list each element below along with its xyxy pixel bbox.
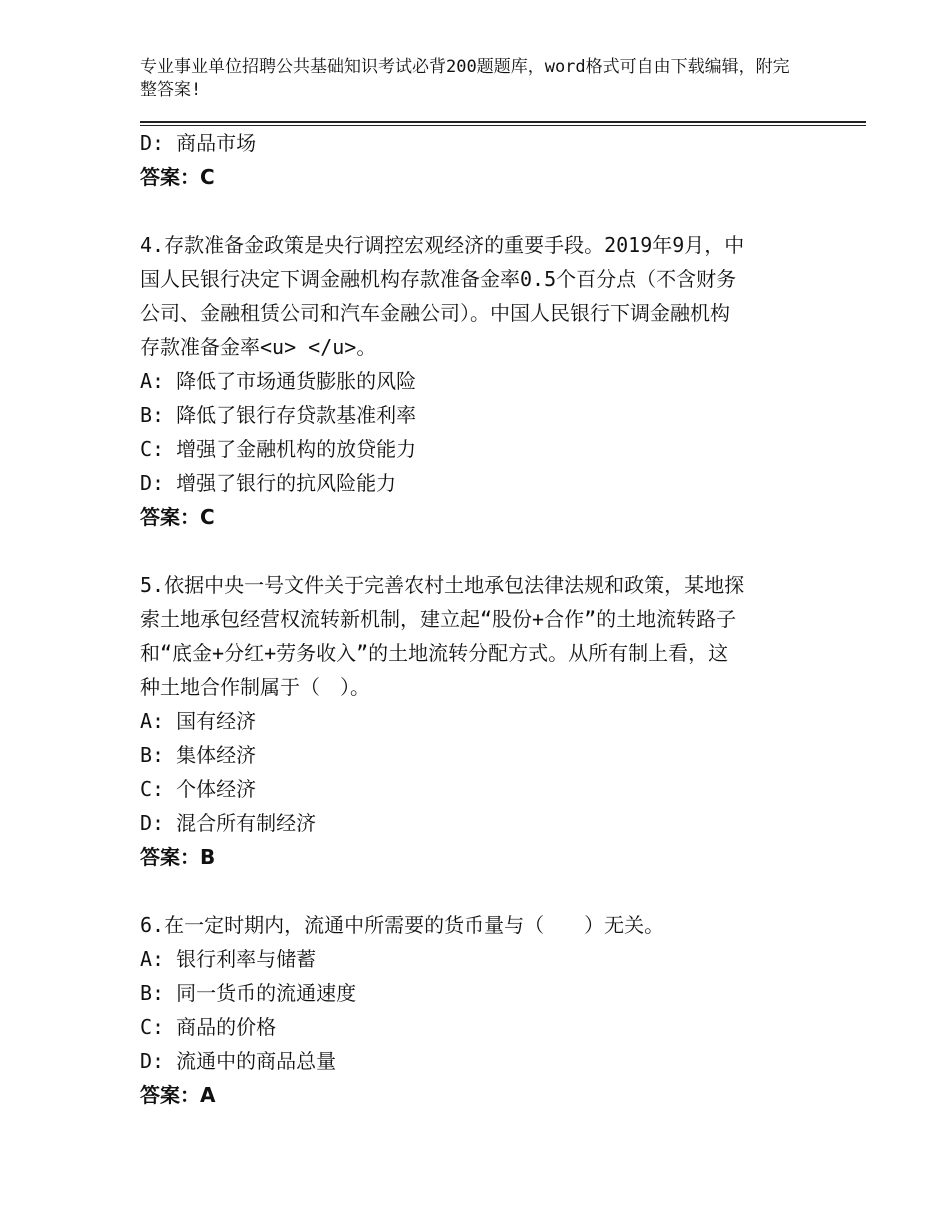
- question-stem-line: 4.存款准备金政策是央行调控宏观经济的重要手段。2019年9月，中: [140, 233, 745, 257]
- option-a: A: 银行利率与储蓄: [140, 947, 317, 971]
- spacer: [140, 874, 830, 908]
- option-c: C: 个体经济: [140, 777, 257, 801]
- question-stem-line: 索土地承包经营权流转新机制，建立起“股份+合作”的土地流转路子: [140, 607, 737, 631]
- document-header: [140, 56, 790, 102]
- question-stem-line: 5.依据中央一号文件关于完善农村土地承包法律法规和政策，某地探: [140, 573, 745, 597]
- option-a: A: 国有经济: [140, 709, 257, 733]
- question-6: [140, 908, 830, 1112]
- question-stem-line: 公司、金融租赁公司和汽车金融公司）。中国人民银行下调金融机构: [140, 301, 730, 325]
- prev-option-d: D: 商品市场: [140, 131, 257, 155]
- option-c: C: 商品的价格: [140, 1015, 277, 1039]
- option-d: D: 增强了银行的抗风险能力: [140, 471, 397, 495]
- document-body: [140, 126, 830, 1112]
- spacer: [140, 194, 830, 228]
- answer: 答案：B: [140, 845, 216, 869]
- question-stem-line: 6.在一定时期内，流通中所需要的货币量与（ ）无关。: [140, 913, 665, 937]
- question-5: [140, 568, 830, 874]
- question-stem-line: 种土地合作制属于（ ）。: [140, 675, 370, 699]
- option-d: D: 流通中的商品总量: [140, 1049, 337, 1073]
- prev-answer: 答案：C: [140, 165, 215, 189]
- header-title: 专业事业单位招聘公共基础知识考试必背200题题库，word格式可自由下载编辑，附完整答案!: [140, 57, 790, 100]
- answer: 答案：A: [140, 1083, 216, 1107]
- option-d: D: 混合所有制经济: [140, 811, 317, 835]
- option-b: B: 集体经济: [140, 743, 257, 767]
- question-4: [140, 228, 830, 534]
- option-b: B: 降低了银行存贷款基准利率: [140, 403, 417, 427]
- answer: 答案：C: [140, 505, 215, 529]
- option-a: A: 降低了市场通货膨胀的风险: [140, 369, 417, 393]
- question-stem-line: 国人民银行决定下调金融机构存款准备金率0.5个百分点（不含财务: [140, 267, 737, 291]
- question-stem-line: 存款准备金率<u> </u>。: [140, 335, 377, 359]
- option-b: B: 同一货币的流通速度: [140, 981, 357, 1005]
- spacer: [140, 534, 830, 568]
- question-stem-line: 和“底金+分红+劳务收入”的土地流转分配方式。从所有制上看，这: [140, 641, 729, 665]
- header-rule: [140, 121, 866, 123]
- option-c: C: 增强了金融机构的放贷能力: [140, 437, 417, 461]
